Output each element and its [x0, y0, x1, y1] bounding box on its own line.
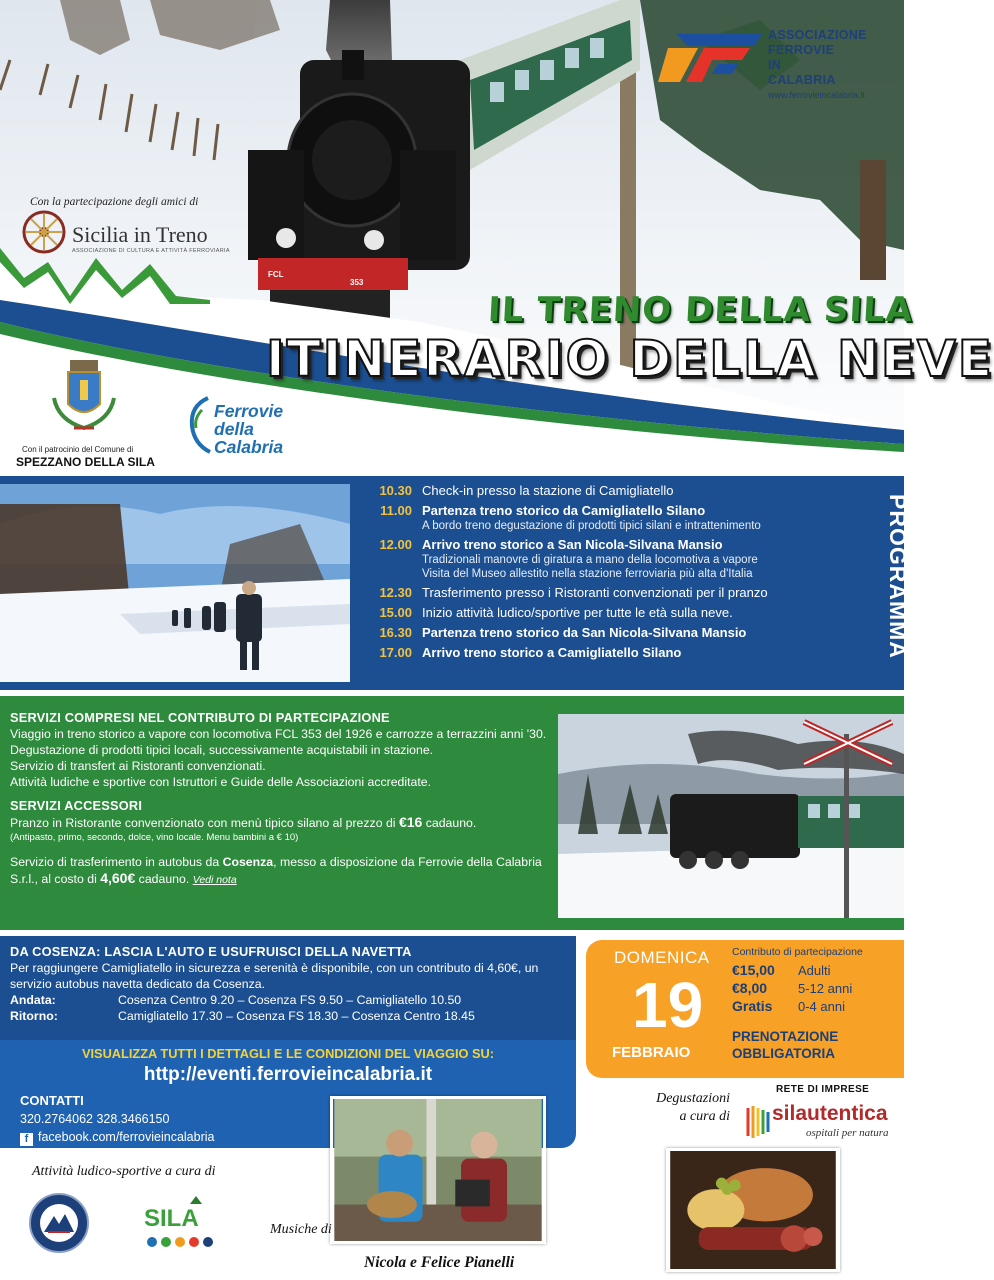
shuttle-description: Per raggiungere Camigliatello in sicurezza e serenità è disponibile, con un contributo di 4,60€, un servizio autobus navetta dedicato da Cosenza. [10, 961, 539, 991]
contacts-title: CONTATTI [20, 1093, 84, 1108]
included-item: Viaggio in treno storico a vapore con locomotiva FCL 353 del 1926 e carrozze a terrazzini anni '30. [10, 727, 547, 741]
services-section [0, 696, 904, 930]
program-row [364, 482, 852, 499]
program-time: 12.00 [379, 537, 412, 552]
event-date-box [586, 940, 904, 1078]
price-label: Adulti [798, 963, 831, 978]
fdc-logo-text [214, 402, 283, 456]
accessory-title: SERVIZI ACCESSORI [10, 798, 143, 813]
price-label: 0-4 anni [798, 999, 845, 1014]
details-url-link[interactable]: http://eventi.ferrovieincalabria.it [143, 1064, 433, 1085]
price-row [732, 998, 845, 1014]
lunch-offer [10, 814, 550, 831]
event-day: 19 [632, 969, 704, 1041]
details-heading: VISUALIZZA TUTTI I DETTAGLI E LE CONDIZIONI DEL VIAGGIO SU: [81, 1046, 495, 1061]
silautentica-name: silautentica [772, 1102, 888, 1125]
booking-required [732, 1028, 838, 1062]
shuttle-section [0, 936, 576, 1044]
price-amount: €8,00 [732, 980, 768, 996]
tasting-line-1: Degustazioni [656, 1091, 730, 1106]
plate-left-text: FCL [268, 270, 284, 279]
facebook-text: facebook.com/ferrovieincalabria [38, 1130, 215, 1144]
hero-banner [0, 0, 994, 470]
included-title: SERVIZI COMPRESI NEL CONTRIBUTO DI PARTECIPAZIONE [10, 710, 390, 725]
steam-train-crossing-photo [558, 714, 904, 918]
program-activity: Arrivo treno storico a Camigliatello Silano [422, 645, 682, 660]
bus-offer [10, 854, 550, 888]
program-time: 10.30 [379, 483, 412, 498]
contacts-block [20, 1092, 214, 1146]
wheel-icon [22, 210, 66, 254]
association-line-2: FERROVIE [768, 43, 835, 57]
program-activity: Trasferimento presso i Ristoranti convenzionati per il pranzo [422, 585, 768, 600]
return-times: Camigliatello 17.30 – Cosenza FS 18.30 – Cosenza Centro 18.45 [118, 1009, 475, 1023]
program-label-text: PROGRAMMA [885, 494, 911, 659]
see-note-link[interactable]: Vedi nota [192, 874, 237, 886]
program-detail: Tradizionali manovre di giratura a mano della locomotiva a vapore [422, 554, 758, 566]
lunch-note: (Antipasto, primo, secondo, dolce, vino locale. Menu bambini a € 10) [10, 832, 299, 843]
return-label: Ritorno: [10, 1009, 58, 1023]
program-activity: Check-in presso la stazione di Camigliatello [422, 483, 674, 498]
price-row [732, 980, 852, 996]
tasting-credit [620, 1090, 730, 1126]
partner-name: Sicilia in Treno [72, 222, 208, 247]
network-label: RETE DI IMPRESE [776, 1084, 870, 1095]
association-line-1: ASSOCIAZIONE [768, 28, 867, 42]
shuttle-title: DA COSENZA: LASCIA L'AUTO E USUFRUISCI DELLA NAVETTA [10, 944, 412, 959]
program-activity: Arrivo treno storico a San Nicola-Silvana Mansio [422, 537, 723, 552]
program-activity: Inizio attività ludico/sportive per tutte le età sulla neve. [422, 605, 733, 620]
program-time: 16.30 [379, 625, 412, 640]
plate-right-text: 353 [350, 278, 364, 287]
sila-park-logo-icon [136, 1194, 224, 1252]
shuttle-text [10, 944, 570, 1024]
program-row [364, 584, 852, 601]
program-row [364, 624, 852, 641]
association-line-4: CALABRIA [768, 73, 836, 87]
program-section [0, 476, 911, 690]
municipal-crest-icon [44, 358, 124, 440]
lunch-suffix: cadauno. [422, 816, 477, 830]
partner-note: Con la partecipazione degli amici di [30, 196, 199, 208]
program-time: 12.30 [379, 585, 412, 600]
program-spacer [364, 661, 852, 664]
patronage-name: SPEZZANO DELLA SILA [16, 455, 155, 469]
bus-text: Servizio di trasferimento in autobus da [10, 855, 223, 869]
bus-text-mid: , messo a disposizione da Ferrovie della Calabria S.r.l., al costo di [10, 855, 542, 886]
program-time: 15.00 [379, 605, 412, 620]
included-item: Servizio di transfert ai Ristoranti convenzionati. [10, 759, 266, 773]
bus-city: Cosenza [222, 855, 274, 869]
musicians-photo [330, 1096, 546, 1244]
price-heading: Contributo di partecipazione [732, 946, 863, 958]
mountain-guides-logo-icon [28, 1192, 90, 1254]
program-list [364, 482, 852, 664]
program-label [858, 486, 911, 682]
phone-numbers[interactable]: 320.2764062 328.3466150 [20, 1112, 170, 1126]
sila-park-text: SILA [144, 1205, 199, 1232]
association-line-3: IN [768, 58, 782, 72]
bus-suffix: cadauno. [135, 872, 193, 886]
price-label: 5-12 anni [798, 981, 853, 996]
music-credit: Musiche di [270, 1222, 332, 1237]
patronage-note: Con il patrocinio del Comune di [22, 445, 134, 454]
program-detail: A bordo treno degustazione di prodotti tipici silani e intrattenimento [422, 520, 761, 532]
program-activity: Partenza treno storico da San Nicola-Silvana Mansio [422, 625, 747, 640]
fdc-line-1: Ferrovie [214, 401, 284, 421]
partner-subtitle: ASSOCIAZIONE DI CULTURA E ATTIVITÀ FERROVIARIA [72, 248, 230, 254]
lunch-text: Pranzo in Ristorante convenzionato con menù tipico silano al prezzo di [10, 816, 399, 830]
title-line-1: IL TRENO DELLA SILA [486, 290, 915, 330]
association-logo-icon [658, 26, 762, 90]
included-item: Attività ludiche e sportive con Istruttori e Guide delle Associazioni accreditate. [10, 775, 432, 789]
outbound-row [10, 992, 570, 1008]
program-row [364, 502, 852, 519]
outbound-times: Cosenza Centro 9.20 – Cosenza FS 9.50 – Camigliatello 10.50 [118, 993, 462, 1007]
silautentica-tagline: ospitali per natura [806, 1127, 889, 1139]
association-name [768, 28, 867, 103]
price-amount: Gratis [732, 998, 773, 1014]
price-amount: €15,00 [732, 962, 775, 978]
facebook-link[interactable] [20, 1128, 214, 1146]
fdc-logo-icon [186, 396, 214, 454]
association-url[interactable]: www.ferrovieincalabria.it [768, 90, 866, 100]
bus-price: 4,60€ [100, 870, 136, 886]
return-row [10, 1008, 570, 1024]
program-detail: Visita del Museo allestito nella stazione ferroviaria più alta d'Italia [422, 568, 753, 580]
booking-line-1: PRENOTAZIONE [732, 1029, 839, 1044]
snowshoe-hikers-photo [0, 484, 350, 682]
program-time: 11.00 [380, 503, 412, 518]
musicians-names: Nicola e Felice Pianelli [364, 1254, 515, 1271]
activities-credit: Attività ludico-sportive a cura di [32, 1164, 216, 1179]
lunch-price: €16 [398, 814, 423, 830]
program-row [364, 536, 852, 553]
booking-line-2: OBBLIGATORIA [732, 1046, 835, 1061]
price-row [732, 962, 831, 978]
fdc-line-2: della [214, 419, 254, 439]
event-month: FEBBRAIO [612, 1044, 691, 1061]
fdc-line-3: Calabria [214, 437, 284, 457]
local-food-photo [666, 1148, 840, 1272]
program-row [364, 644, 852, 661]
tasting-line-2: a cura di [679, 1109, 730, 1124]
included-item: Degustazione di prodotti tipici locali, successivamente acquistabili in stazione. [10, 743, 434, 757]
services-text [10, 710, 550, 888]
program-activity: Partenza treno storico da Camigliatello Silano [422, 503, 706, 518]
facebook-icon: f [20, 1133, 33, 1146]
program-time: 17.00 [379, 645, 412, 660]
title-line-2: ITINERARIO DELLA NEVE [266, 330, 994, 388]
event-weekday: DOMENICA [614, 948, 710, 967]
program-row [364, 604, 852, 621]
outbound-label: Andata: [10, 993, 56, 1007]
